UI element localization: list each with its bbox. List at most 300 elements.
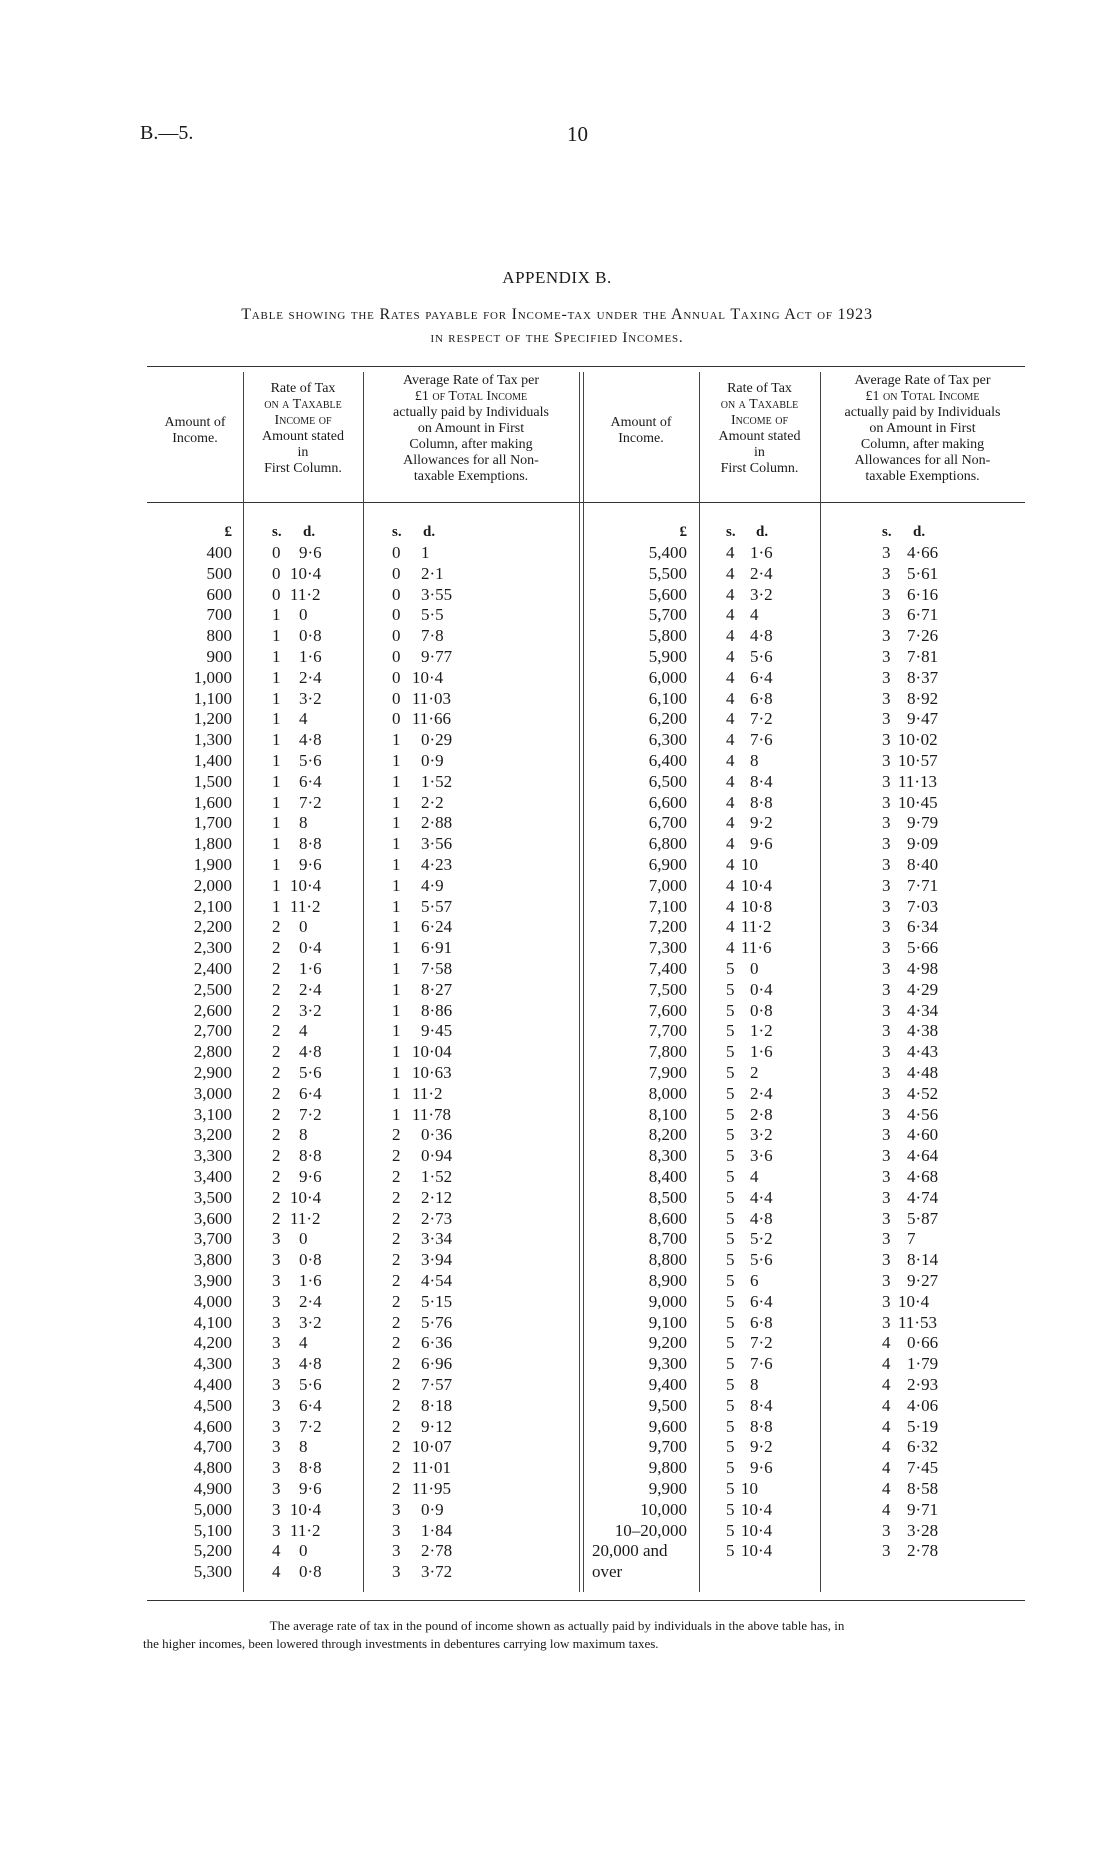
rate-pence: 1·6 xyxy=(750,1042,773,1062)
average-shillings: 1 xyxy=(392,959,401,978)
header-line: Amount of xyxy=(610,415,672,430)
header-line: on a Taxable xyxy=(264,397,342,412)
rate-pence: 4 xyxy=(299,1021,308,1041)
rate-pence: 4·8 xyxy=(299,1042,322,1062)
rate-pence: 7·2 xyxy=(750,709,773,729)
average-shillings: 3 xyxy=(882,1167,891,1186)
header-line: £1 of Total Income xyxy=(414,389,528,404)
rate-pence: 2 xyxy=(750,1063,759,1082)
unit-shillings: s. xyxy=(726,524,736,540)
rate-shillings: 4 xyxy=(726,917,735,937)
income-amount: 9,900 xyxy=(648,1479,687,1498)
average-pence: 0·9 xyxy=(421,751,444,770)
average-shillings: 3 xyxy=(882,1541,891,1561)
average-pence: 6·71 xyxy=(907,605,939,625)
average-shillings: 2 xyxy=(392,1291,401,1311)
income-amount: 8,500 xyxy=(648,1187,687,1207)
rate-shillings: 4 xyxy=(726,834,735,854)
average-shillings: 3 xyxy=(882,896,891,916)
income-amount: 6,300 xyxy=(648,730,687,750)
average-shillings: 1 xyxy=(392,917,401,937)
header-line: Income of xyxy=(274,413,332,428)
average-pence: 8·40 xyxy=(907,855,939,874)
average-pence: 8·14 xyxy=(907,1250,939,1270)
average-pence: 9·12 xyxy=(421,1416,453,1436)
income-amount: 1,200 xyxy=(193,709,232,729)
average-pence: 4·68 xyxy=(907,1167,939,1186)
rate-pence: 11·2 xyxy=(290,896,321,916)
income-amount: 5,800 xyxy=(648,626,687,646)
income-amount: 7,500 xyxy=(648,979,687,999)
income-amount: 800 xyxy=(206,626,232,646)
header-line: in xyxy=(754,445,765,460)
average-pence: 11·13 xyxy=(898,771,938,791)
rate-shillings: 5 xyxy=(726,1271,735,1290)
income-amount: 5,500 xyxy=(648,563,687,583)
income-amount: 7,800 xyxy=(648,1042,687,1062)
header-line: on a Taxable xyxy=(720,397,799,412)
average-shillings: 1 xyxy=(392,1083,401,1103)
average-pence: 8·86 xyxy=(421,1000,453,1020)
average-shillings: 0 xyxy=(392,647,401,666)
average-shillings: 3 xyxy=(392,1541,401,1561)
rate-pence: 1·6 xyxy=(299,647,322,666)
rate-pence: 10 xyxy=(741,855,758,874)
rate-pence: 8 xyxy=(299,1437,308,1457)
header-bottom-rule xyxy=(147,502,1025,503)
income-amount: 1,000 xyxy=(193,667,232,687)
rate-shillings: 2 xyxy=(272,959,281,978)
rate-shillings: 5 xyxy=(726,1125,735,1145)
rate-shillings: 1 xyxy=(272,688,281,708)
rate-pence: 4·8 xyxy=(750,1208,773,1228)
income-amount: 1,700 xyxy=(193,813,232,833)
appendix-title: APPENDIX B. xyxy=(502,268,612,287)
header-line: taxable Exemptions. xyxy=(413,469,529,484)
average-pence: 0·29 xyxy=(421,730,453,750)
rate-shillings: 5 xyxy=(726,1520,735,1540)
rate-pence: 4·8 xyxy=(299,1354,322,1374)
income-amount: 2,000 xyxy=(193,875,232,895)
average-pence: 4·52 xyxy=(907,1083,939,1103)
income-amount: 700 xyxy=(206,605,232,625)
average-pence: 11·03 xyxy=(412,688,452,708)
income-amount: 10–20,000 xyxy=(614,1520,687,1540)
rate-pence: 0·8 xyxy=(299,626,322,646)
rate-pence: 0·8 xyxy=(750,1000,773,1020)
rate-shillings: 1 xyxy=(272,813,281,833)
rate-pence: 3·2 xyxy=(750,584,773,604)
unit-pound-right: £ xyxy=(679,524,687,540)
average-pence: 8·37 xyxy=(907,667,939,687)
income-amount: 6,800 xyxy=(648,834,687,854)
income-amount: 8,900 xyxy=(648,1271,687,1290)
average-shillings: 1 xyxy=(392,792,401,812)
rate-shillings: 4 xyxy=(726,584,735,604)
rate-pence: 1·6 xyxy=(750,543,773,562)
rate-pence: 4 xyxy=(299,709,308,729)
average-shillings: 2 xyxy=(392,1229,401,1249)
income-amount: 4,000 xyxy=(193,1291,232,1311)
average-shillings: 3 xyxy=(882,1063,891,1082)
rate-pence: 0·4 xyxy=(750,979,773,999)
rate-shillings: 5 xyxy=(726,1167,735,1186)
rate-shillings: 2 xyxy=(272,1146,281,1166)
rate-pence: 9·2 xyxy=(750,813,773,833)
rate-shillings: 0 xyxy=(272,543,281,562)
rate-pence: 4·4 xyxy=(750,1187,773,1207)
rate-shillings: 5 xyxy=(726,1479,735,1498)
average-pence: 4·43 xyxy=(907,1042,939,1062)
average-shillings: 3 xyxy=(882,626,891,646)
rate-pence: 7·6 xyxy=(750,1354,773,1374)
rate-shillings: 5 xyxy=(726,1437,735,1457)
rate-pence: 2·4 xyxy=(299,1291,322,1311)
average-shillings: 3 xyxy=(882,1250,891,1270)
page-number: 10 xyxy=(567,122,588,146)
rate-shillings: 2 xyxy=(272,1167,281,1186)
header-line: Income. xyxy=(172,431,218,446)
income-amount: 3,500 xyxy=(193,1187,232,1207)
rate-shillings: 4 xyxy=(726,605,735,625)
income-amount: 5,200 xyxy=(193,1541,232,1561)
average-shillings: 3 xyxy=(882,1291,891,1311)
income-amount: 6,600 xyxy=(648,792,687,812)
average-shillings: 3 xyxy=(882,543,891,562)
rate-pence: 11·2 xyxy=(290,584,321,604)
average-pence: 2·78 xyxy=(421,1541,453,1561)
income-amount-continuation: over xyxy=(592,1562,623,1582)
rate-shillings: 1 xyxy=(272,709,281,729)
income-amount: 8,800 xyxy=(648,1250,687,1270)
average-pence: 1·52 xyxy=(421,771,453,791)
average-shillings: 1 xyxy=(392,834,401,854)
header-amount-of-income-left xyxy=(147,415,243,447)
rate-pence: 6·4 xyxy=(750,667,773,687)
income-amount: 1,800 xyxy=(193,834,232,854)
rate-pence: 5·2 xyxy=(750,1229,773,1249)
average-shillings: 1 xyxy=(392,1000,401,1020)
average-pence: 6·32 xyxy=(907,1437,939,1457)
header-line: £1 on Total Income xyxy=(865,389,980,404)
average-pence: 1·84 xyxy=(421,1520,453,1540)
average-pence: 4·64 xyxy=(907,1146,939,1166)
average-shillings: 1 xyxy=(392,1104,401,1124)
rate-pence: 3·2 xyxy=(750,1125,773,1145)
average-pence: 6·91 xyxy=(421,938,453,958)
rate-pence: 10·4 xyxy=(290,1499,322,1519)
average-shillings: 2 xyxy=(392,1333,401,1353)
rate-shillings: 5 xyxy=(726,1042,735,1062)
income-amount: 600 xyxy=(206,584,232,604)
rate-pence: 1·6 xyxy=(299,1271,322,1290)
rate-shillings: 4 xyxy=(726,855,735,874)
average-shillings: 3 xyxy=(882,1146,891,1166)
income-amount: 3,300 xyxy=(193,1146,232,1166)
average-shillings: 3 xyxy=(882,1187,891,1207)
average-shillings: 0 xyxy=(392,605,401,625)
average-pence: 5·15 xyxy=(421,1291,453,1311)
column-divider xyxy=(699,372,700,1592)
rate-shillings: 5 xyxy=(726,1354,735,1374)
average-pence: 3·28 xyxy=(907,1520,939,1540)
average-pence: 9·79 xyxy=(907,813,939,833)
rate-pence: 0 xyxy=(750,959,759,978)
average-pence: 3·55 xyxy=(421,584,453,604)
average-shillings: 2 xyxy=(392,1312,401,1332)
table-title-line1: Table showing the Rates payable for Income-tax under the Annual Taxing Act of 1923 xyxy=(241,306,873,323)
rate-shillings: 4 xyxy=(726,709,735,729)
footnote-line2: the higher incomes, been lowered through investments in debentures carrying low maximum taxes. xyxy=(143,1636,659,1651)
header-line: Amount stated xyxy=(261,429,345,444)
average-pence: 11·66 xyxy=(412,709,452,729)
average-pence: 5·66 xyxy=(907,938,939,958)
income-amount: 10,000 xyxy=(640,1499,687,1519)
average-pence: 2·1 xyxy=(421,563,444,583)
rate-pence: 6·4 xyxy=(750,1291,773,1311)
income-amount: 7,200 xyxy=(648,917,687,937)
average-pence: 0·94 xyxy=(421,1146,453,1166)
rate-pence: 6 xyxy=(750,1271,759,1290)
income-amount: 2,900 xyxy=(193,1063,232,1082)
average-shillings: 0 xyxy=(392,709,401,729)
rate-pence: 8·8 xyxy=(299,834,322,854)
column-divider-double xyxy=(583,372,584,1592)
income-amount: 4,800 xyxy=(193,1458,232,1478)
average-pence: 3·56 xyxy=(421,834,453,854)
rate-shillings: 1 xyxy=(272,792,281,812)
rate-pence: 8 xyxy=(299,1125,308,1145)
header-line: Column, after making xyxy=(860,437,985,452)
rate-shillings: 5 xyxy=(726,1104,735,1124)
income-amount: 6,100 xyxy=(648,688,687,708)
rate-shillings: 1 xyxy=(272,855,281,874)
average-pence: 4·34 xyxy=(907,1000,939,1020)
average-pence: 7·03 xyxy=(907,896,939,916)
rate-shillings: 4 xyxy=(726,813,735,833)
average-shillings: 3 xyxy=(882,563,891,583)
average-pence: 10·02 xyxy=(898,730,938,750)
average-pence: 5·76 xyxy=(421,1312,453,1332)
rate-pence: 2·4 xyxy=(299,667,322,687)
average-shillings: 4 xyxy=(882,1395,891,1415)
income-amount: 7,900 xyxy=(648,1063,687,1082)
rate-shillings: 5 xyxy=(726,1250,735,1270)
rate-pence: 8·4 xyxy=(750,1395,773,1415)
average-shillings: 0 xyxy=(392,688,401,708)
average-pence: 3·94 xyxy=(421,1250,453,1270)
income-amount: 4,300 xyxy=(193,1354,232,1374)
rate-shillings: 5 xyxy=(726,1458,735,1478)
income-amount: 9,700 xyxy=(648,1437,687,1457)
average-shillings: 3 xyxy=(882,1000,891,1020)
rate-shillings: 4 xyxy=(272,1541,281,1561)
income-amount: 2,500 xyxy=(193,979,232,999)
average-pence: 4·48 xyxy=(907,1063,939,1082)
average-shillings: 1 xyxy=(392,938,401,958)
average-shillings: 0 xyxy=(392,563,401,583)
income-amount: 3,200 xyxy=(193,1125,232,1145)
average-pence: 2·88 xyxy=(421,813,453,833)
income-amount: 8,700 xyxy=(648,1229,687,1249)
rate-shillings: 3 xyxy=(272,1291,281,1311)
rate-pence: 8·4 xyxy=(750,771,773,791)
rate-pence: 8·8 xyxy=(299,1146,322,1166)
rate-pence: 4 xyxy=(750,605,759,625)
income-amount: 1,100 xyxy=(193,688,232,708)
income-amount: 5,700 xyxy=(648,605,687,625)
rate-shillings: 5 xyxy=(726,1291,735,1311)
rate-shillings: 3 xyxy=(272,1354,281,1374)
income-amount: 9,800 xyxy=(648,1458,687,1478)
average-shillings: 2 xyxy=(392,1250,401,1270)
rate-pence: 10·4 xyxy=(290,875,322,895)
average-shillings: 3 xyxy=(882,959,891,978)
rate-pence: 2·4 xyxy=(750,563,773,583)
average-pence: 0·9 xyxy=(421,1499,444,1519)
rate-pence: 5·6 xyxy=(299,751,322,770)
rate-shillings: 5 xyxy=(726,1063,735,1082)
header-average-rate-right xyxy=(820,373,1025,485)
rate-shillings: 4 xyxy=(726,647,735,666)
average-pence: 10·4 xyxy=(898,1291,930,1311)
rate-pence: 10·4 xyxy=(741,1541,773,1561)
average-shillings: 3 xyxy=(882,792,891,812)
average-pence: 11·95 xyxy=(412,1479,452,1498)
income-amount: 7,000 xyxy=(648,875,687,895)
average-shillings: 3 xyxy=(882,1271,891,1290)
average-pence: 4·56 xyxy=(907,1104,939,1124)
income-amount: 3,600 xyxy=(193,1208,232,1228)
average-shillings: 3 xyxy=(392,1520,401,1540)
average-shillings: 3 xyxy=(882,605,891,625)
average-pence: 6·24 xyxy=(421,917,453,937)
rate-pence: 1·2 xyxy=(750,1021,773,1041)
unit-shillings: s. xyxy=(882,524,892,540)
rate-pence: 10·4 xyxy=(290,563,322,583)
average-shillings: 1 xyxy=(392,896,401,916)
average-pence: 7·26 xyxy=(907,626,939,646)
rate-shillings: 5 xyxy=(726,1541,735,1561)
rate-pence: 9·6 xyxy=(299,855,322,874)
rate-shillings: 5 xyxy=(726,1021,735,1041)
average-pence: 9·45 xyxy=(421,1021,453,1041)
income-amount: 8,400 xyxy=(648,1167,687,1186)
income-amount: 6,400 xyxy=(648,751,687,770)
average-pence: 8·58 xyxy=(907,1479,939,1498)
average-shillings: 2 xyxy=(392,1354,401,1374)
income-amount: 5,100 xyxy=(193,1520,232,1540)
rate-shillings: 3 xyxy=(272,1416,281,1436)
average-pence: 7 xyxy=(907,1229,916,1249)
income-amount: 5,400 xyxy=(648,543,687,562)
average-pence: 4·54 xyxy=(421,1271,453,1290)
footnote-line1: The average rate of tax in the pound of income shown as actually paid by individuals in the above table has, in xyxy=(269,1618,845,1633)
header-line: in xyxy=(297,445,309,460)
average-shillings: 3 xyxy=(882,688,891,708)
income-amount: 7,700 xyxy=(648,1021,687,1041)
rate-pence: 7·6 xyxy=(750,730,773,750)
rate-shillings: 5 xyxy=(726,1375,735,1394)
rate-shillings: 0 xyxy=(272,584,281,604)
income-amount: 400 xyxy=(206,543,232,562)
average-pence: 1·52 xyxy=(421,1167,453,1186)
average-shillings: 2 xyxy=(392,1395,401,1415)
average-shillings: 3 xyxy=(882,1021,891,1041)
average-pence: 7·8 xyxy=(421,626,444,646)
rate-pence: 9·6 xyxy=(299,1167,322,1186)
rate-shillings: 0 xyxy=(272,563,281,583)
header-line: taxable Exemptions. xyxy=(865,469,980,484)
rate-pence: 8 xyxy=(299,813,308,833)
rate-shillings: 4 xyxy=(726,563,735,583)
rate-shillings: 1 xyxy=(272,771,281,791)
average-shillings: 3 xyxy=(882,834,891,854)
income-amount: 6,000 xyxy=(648,667,687,687)
rate-shillings: 2 xyxy=(272,1187,281,1207)
rate-pence: 10·4 xyxy=(290,1187,322,1207)
average-shillings: 2 xyxy=(392,1125,401,1145)
rate-pence: 9·6 xyxy=(299,1479,322,1498)
average-shillings: 3 xyxy=(882,730,891,750)
income-amount: 6,900 xyxy=(648,855,687,874)
rate-shillings: 4 xyxy=(726,751,735,770)
average-pence: 7·57 xyxy=(421,1375,453,1394)
average-shillings: 2 xyxy=(392,1187,401,1207)
average-pence: 4·06 xyxy=(907,1395,939,1415)
average-shillings: 0 xyxy=(392,543,401,562)
income-amount: 1,400 xyxy=(193,751,232,770)
income-amount: 8,000 xyxy=(648,1083,687,1103)
average-pence: 2·2 xyxy=(421,792,444,812)
average-pence: 11·53 xyxy=(898,1312,938,1332)
header-line: Allowances for all Non- xyxy=(854,453,991,468)
income-amount: 8,600 xyxy=(648,1208,687,1228)
average-pence: 1 xyxy=(421,543,430,562)
income-amount: 9,100 xyxy=(648,1312,687,1332)
header-line: First Column. xyxy=(720,461,799,476)
average-pence: 10·07 xyxy=(412,1437,452,1457)
rate-pence: 6·4 xyxy=(299,771,322,791)
income-amount: 5,300 xyxy=(193,1562,232,1582)
average-pence: 8·18 xyxy=(421,1395,453,1415)
rate-pence: 6·8 xyxy=(750,1312,773,1332)
average-shillings: 1 xyxy=(392,751,401,770)
average-shillings: 1 xyxy=(392,1021,401,1041)
average-shillings: 2 xyxy=(392,1146,401,1166)
average-shillings: 0 xyxy=(392,626,401,646)
rate-shillings: 3 xyxy=(272,1229,281,1249)
income-amount: 8,100 xyxy=(648,1104,687,1124)
average-pence: 4·23 xyxy=(421,855,453,874)
header-rate-of-tax-right xyxy=(699,381,820,477)
rate-shillings: 1 xyxy=(272,896,281,916)
rate-shillings: 2 xyxy=(272,1104,281,1124)
income-amount: 3,100 xyxy=(193,1104,232,1124)
rate-shillings: 3 xyxy=(272,1395,281,1415)
average-shillings: 3 xyxy=(882,1520,891,1540)
rate-shillings: 2 xyxy=(272,938,281,958)
rate-shillings: 4 xyxy=(726,896,735,916)
average-shillings: 3 xyxy=(882,875,891,895)
table-top-rule xyxy=(147,366,1025,367)
rate-shillings: 5 xyxy=(726,1000,735,1020)
header-line: Amount of xyxy=(164,415,226,430)
income-amount: 3,000 xyxy=(193,1083,232,1103)
rate-pence: 4·8 xyxy=(299,730,322,750)
rate-shillings: 5 xyxy=(726,1499,735,1519)
average-shillings: 4 xyxy=(882,1416,891,1436)
